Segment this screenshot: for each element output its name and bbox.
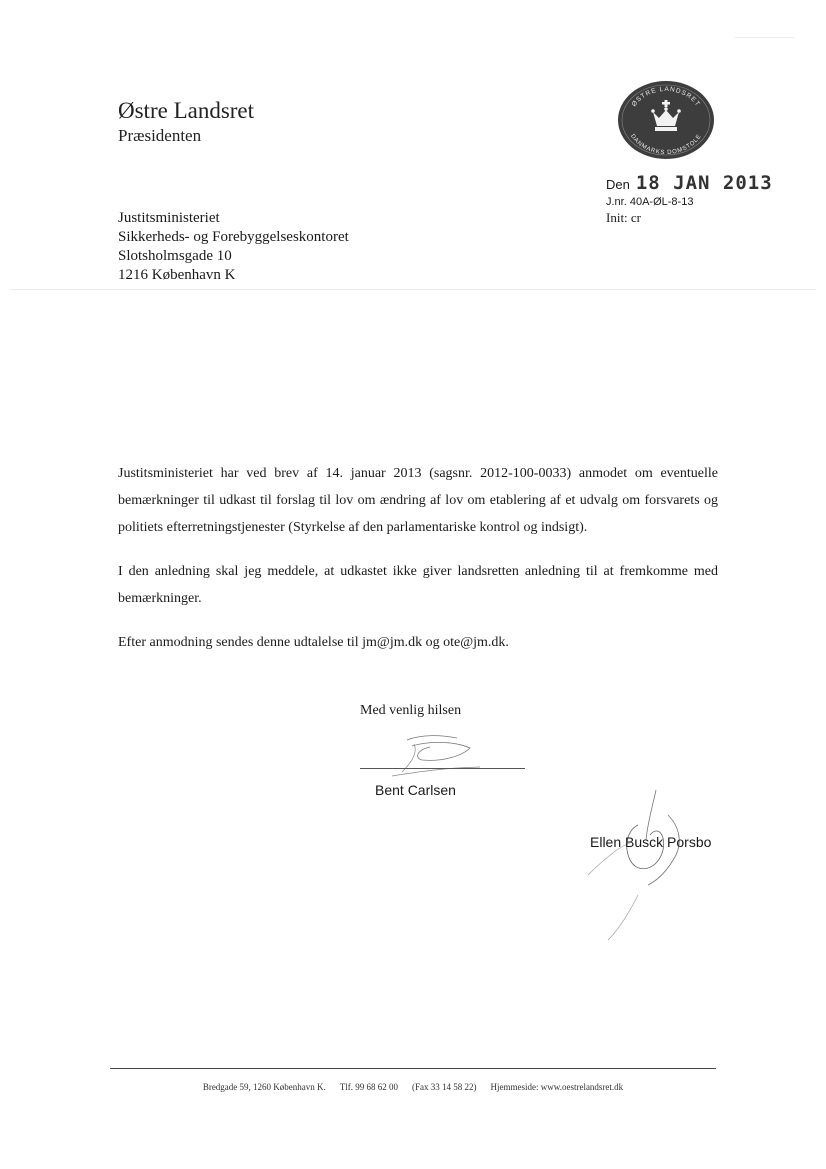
journal-number: J.nr. 40A-ØL-8-13	[606, 196, 694, 208]
body-paragraph: Justitsministeriet har ved brev af 14. januar 2013 (sagsnr. 2012-100-0033) anmodet om eventuelle bemærkninger til udkast til forslag til lov om ændring af lov om etablering af et udvalg om forsvarets og politiets efterretningstjenester (Styrkelse af den parlamentariske kontrol og indsigt).	[118, 466, 718, 535]
recipient-line: Justitsministeriet	[118, 210, 220, 226]
signature-ellen-busck-porsbo	[568, 785, 718, 945]
footer-address: Bredgade 59, 1260 København K.	[202, 1082, 326, 1092]
body-paragraph: Efter anmodning sendes denne udtalelse til jm@jm.dk og ote@jm.dk.	[118, 635, 509, 650]
date-block	[606, 172, 773, 226]
footer-divider	[110, 1068, 716, 1069]
scan-artifact-line	[10, 289, 816, 290]
recipient-line: Slotsholmsgade 10	[118, 248, 232, 264]
seal-top-text: ØSTRE LANDSRET	[630, 85, 702, 109]
seal-bottom-text: DANMARKS DOMSTOLE	[628, 133, 704, 157]
court-seal-icon	[617, 80, 715, 160]
recipient-line: Sikkerheds- og Forebyggelseskontoret	[118, 229, 349, 245]
org-subtitle: Præsidenten	[118, 126, 202, 145]
date-prefix: Den	[606, 177, 630, 192]
signer-name: Bent Carlsen	[375, 782, 456, 798]
scan-artifact-line	[735, 37, 795, 38]
footer-website: Hjemmeside: www.oestrelandsret.dk	[490, 1082, 624, 1092]
letter-body	[118, 460, 718, 673]
signature-bent-carlsen	[362, 732, 482, 782]
recipient-line: 1216 København K	[118, 267, 236, 283]
recipient-address	[118, 209, 349, 285]
closing-greeting: Med venlig hilsen	[360, 703, 462, 718]
footer	[110, 1082, 716, 1092]
footer-phone: Tlf. 99 68 62 00	[339, 1082, 399, 1092]
signature-line	[360, 768, 525, 769]
signer-name: Ellen Busck Porsbo	[590, 834, 712, 850]
body-paragraph: I den anledning skal jeg meddele, at udkastet ikke giver landsretten anledning til at fremkomme med bemærkninger.	[118, 564, 718, 606]
initials: Init: cr	[606, 210, 642, 225]
footer-fax: (Fax 33 14 58 22)	[412, 1082, 477, 1092]
org-name: Østre Landsret	[118, 98, 255, 123]
date-stamp: 18 JAN 2013	[635, 172, 773, 194]
